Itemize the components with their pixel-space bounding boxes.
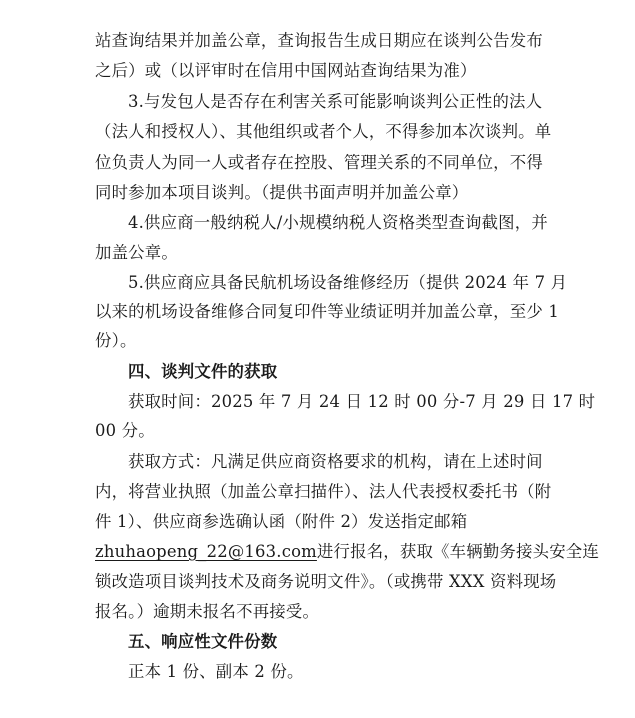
text-line: （法人和授权人）、其他组织或者个人，不得参加本次谈判。单 xyxy=(95,122,552,141)
text-line: 正本 1 份、副本 2 份。 xyxy=(128,662,304,681)
text-line: 件 1）、供应商参选确认函（附件 2）发送指定邮箱 xyxy=(95,512,468,531)
text-line: 00 分。 xyxy=(95,421,155,440)
text-line: 3.与发包人是否存在利害关系可能影响谈判公正性的法人 xyxy=(128,92,543,111)
text-line: 以来的机场设备维修合同复印件等业绩证明并加盖公章，至少 1 xyxy=(95,302,559,321)
text-line: 加盖公章。 xyxy=(95,243,178,262)
text-line: 同时参加本项目谈判。（提供书面声明并加盖公章） xyxy=(95,183,469,202)
text-line: 获取方式：凡满足供应商资格要求的机构，请在上述时间 xyxy=(128,452,543,471)
email-link[interactable]: zhuhaopeng_22@163.com xyxy=(95,542,317,561)
text-line: 获取时间：2025 年 7 月 24 日 12 时 00 分-7 月 29 日 17 时 xyxy=(128,392,596,411)
text-line xyxy=(95,537,599,567)
section-heading-acquisition: 四、谈判文件的获取 xyxy=(128,362,278,381)
text-line: 4.供应商一般纳税人/小规模纳税人资格类型查询截图，并 xyxy=(128,213,548,232)
text-line: 内，将营业执照（加盖公章扫描件）、法人代表授权委托书（附 xyxy=(95,482,552,501)
text-line: 锁改造项目谈判技术及商务说明文件》。（或携带 XXX 资料现场 xyxy=(95,572,557,591)
text-line-tail: 进行报名，获取《车辆勤务接头安全连 xyxy=(316,542,599,561)
text-line: 份）。 xyxy=(95,331,137,350)
text-line: 位负责人为同一人或者存在控股、管理关系的不同单位，不得 xyxy=(95,153,543,172)
section-heading-copies: 五、响应性文件份数 xyxy=(128,632,278,651)
text-line: 报名。）逾期未报名不再接受。 xyxy=(95,602,320,621)
text-line: 5.供应商应具备民航机场设备维修经历（提供 2024 年 7 月 xyxy=(128,273,568,292)
text-line: 站查询结果并加盖公章，查询报告生成日期应在谈判公告发布 xyxy=(95,31,543,50)
text-line: 之后）或（以评审时在信用中国网站查询结果为准） xyxy=(95,61,477,80)
